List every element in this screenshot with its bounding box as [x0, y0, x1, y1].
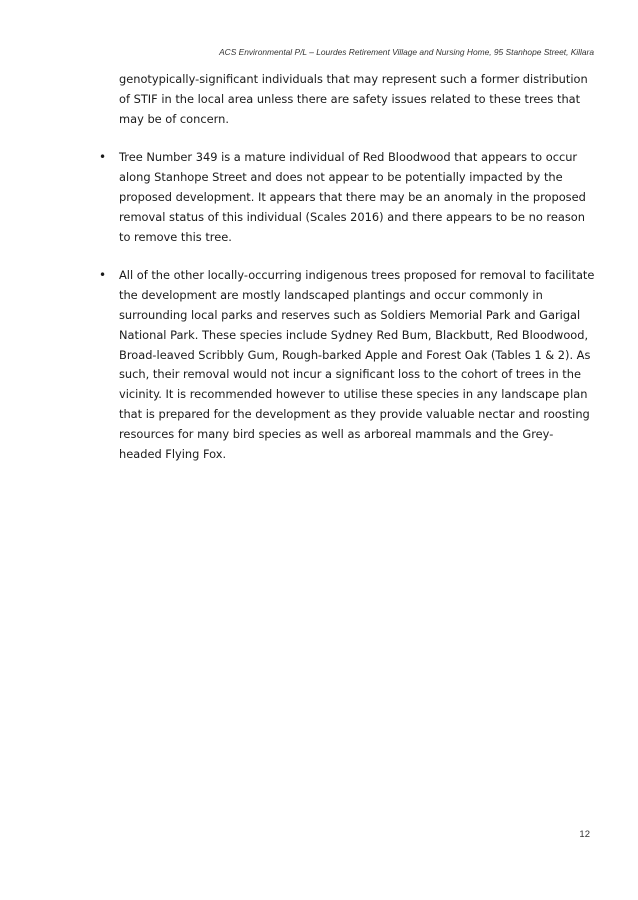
bullet-list: [99, 148, 595, 464]
bullet-icon: •: [99, 150, 107, 165]
bullet-text: Tree Number 349 is a mature individual of Red Bloodwood that appears to occur along Stanhope Street and does not appear to be potentially impacted by the proposed development. It appears that there may be an anomaly in the proposed removal status of this individual (Scales 2016) and there appears to be no reason to remove this tree.: [119, 150, 586, 244]
bullet-text: All of the other locally-occurring indigenous trees proposed for removal to facilitate the development are mostly landscaped plantings and occur commonly in surrounding local parks and reserves such as Soldiers Memorial Park and Garigal National Park. These species include Sydney Red Bum, Blackbutt, Red Bloodwood, Broad-leaved Scribbly Gum, Rough-barked Apple and Forest Oak (Tables 1 & 2). As such, their removal would not incur a significant loss to the cohort of trees in the vicinity. It is recommended however to utilise these species in any landscape plan that is prepared for the development as they provide valuable nectar and roosting resources for many bird species as well as arboreal mammals and the Grey-headed Flying Fox.: [119, 268, 595, 461]
page-number: 12: [579, 829, 590, 840]
continued-paragraph: genotypically-significant individuals that may represent such a former distribution of STIF in the local area unless there are safety issues related to these trees that may be of concern.: [119, 72, 588, 126]
bullet-icon: •: [99, 268, 107, 283]
body-text: [99, 70, 595, 483]
bullet-item-tree-349: [99, 148, 595, 247]
running-header: ACS Environmental P/L – Lourdes Retirement Village and Nursing Home, 95 Stanhope Street, Killara: [219, 47, 594, 57]
bullet-item-other-trees: [99, 266, 595, 464]
